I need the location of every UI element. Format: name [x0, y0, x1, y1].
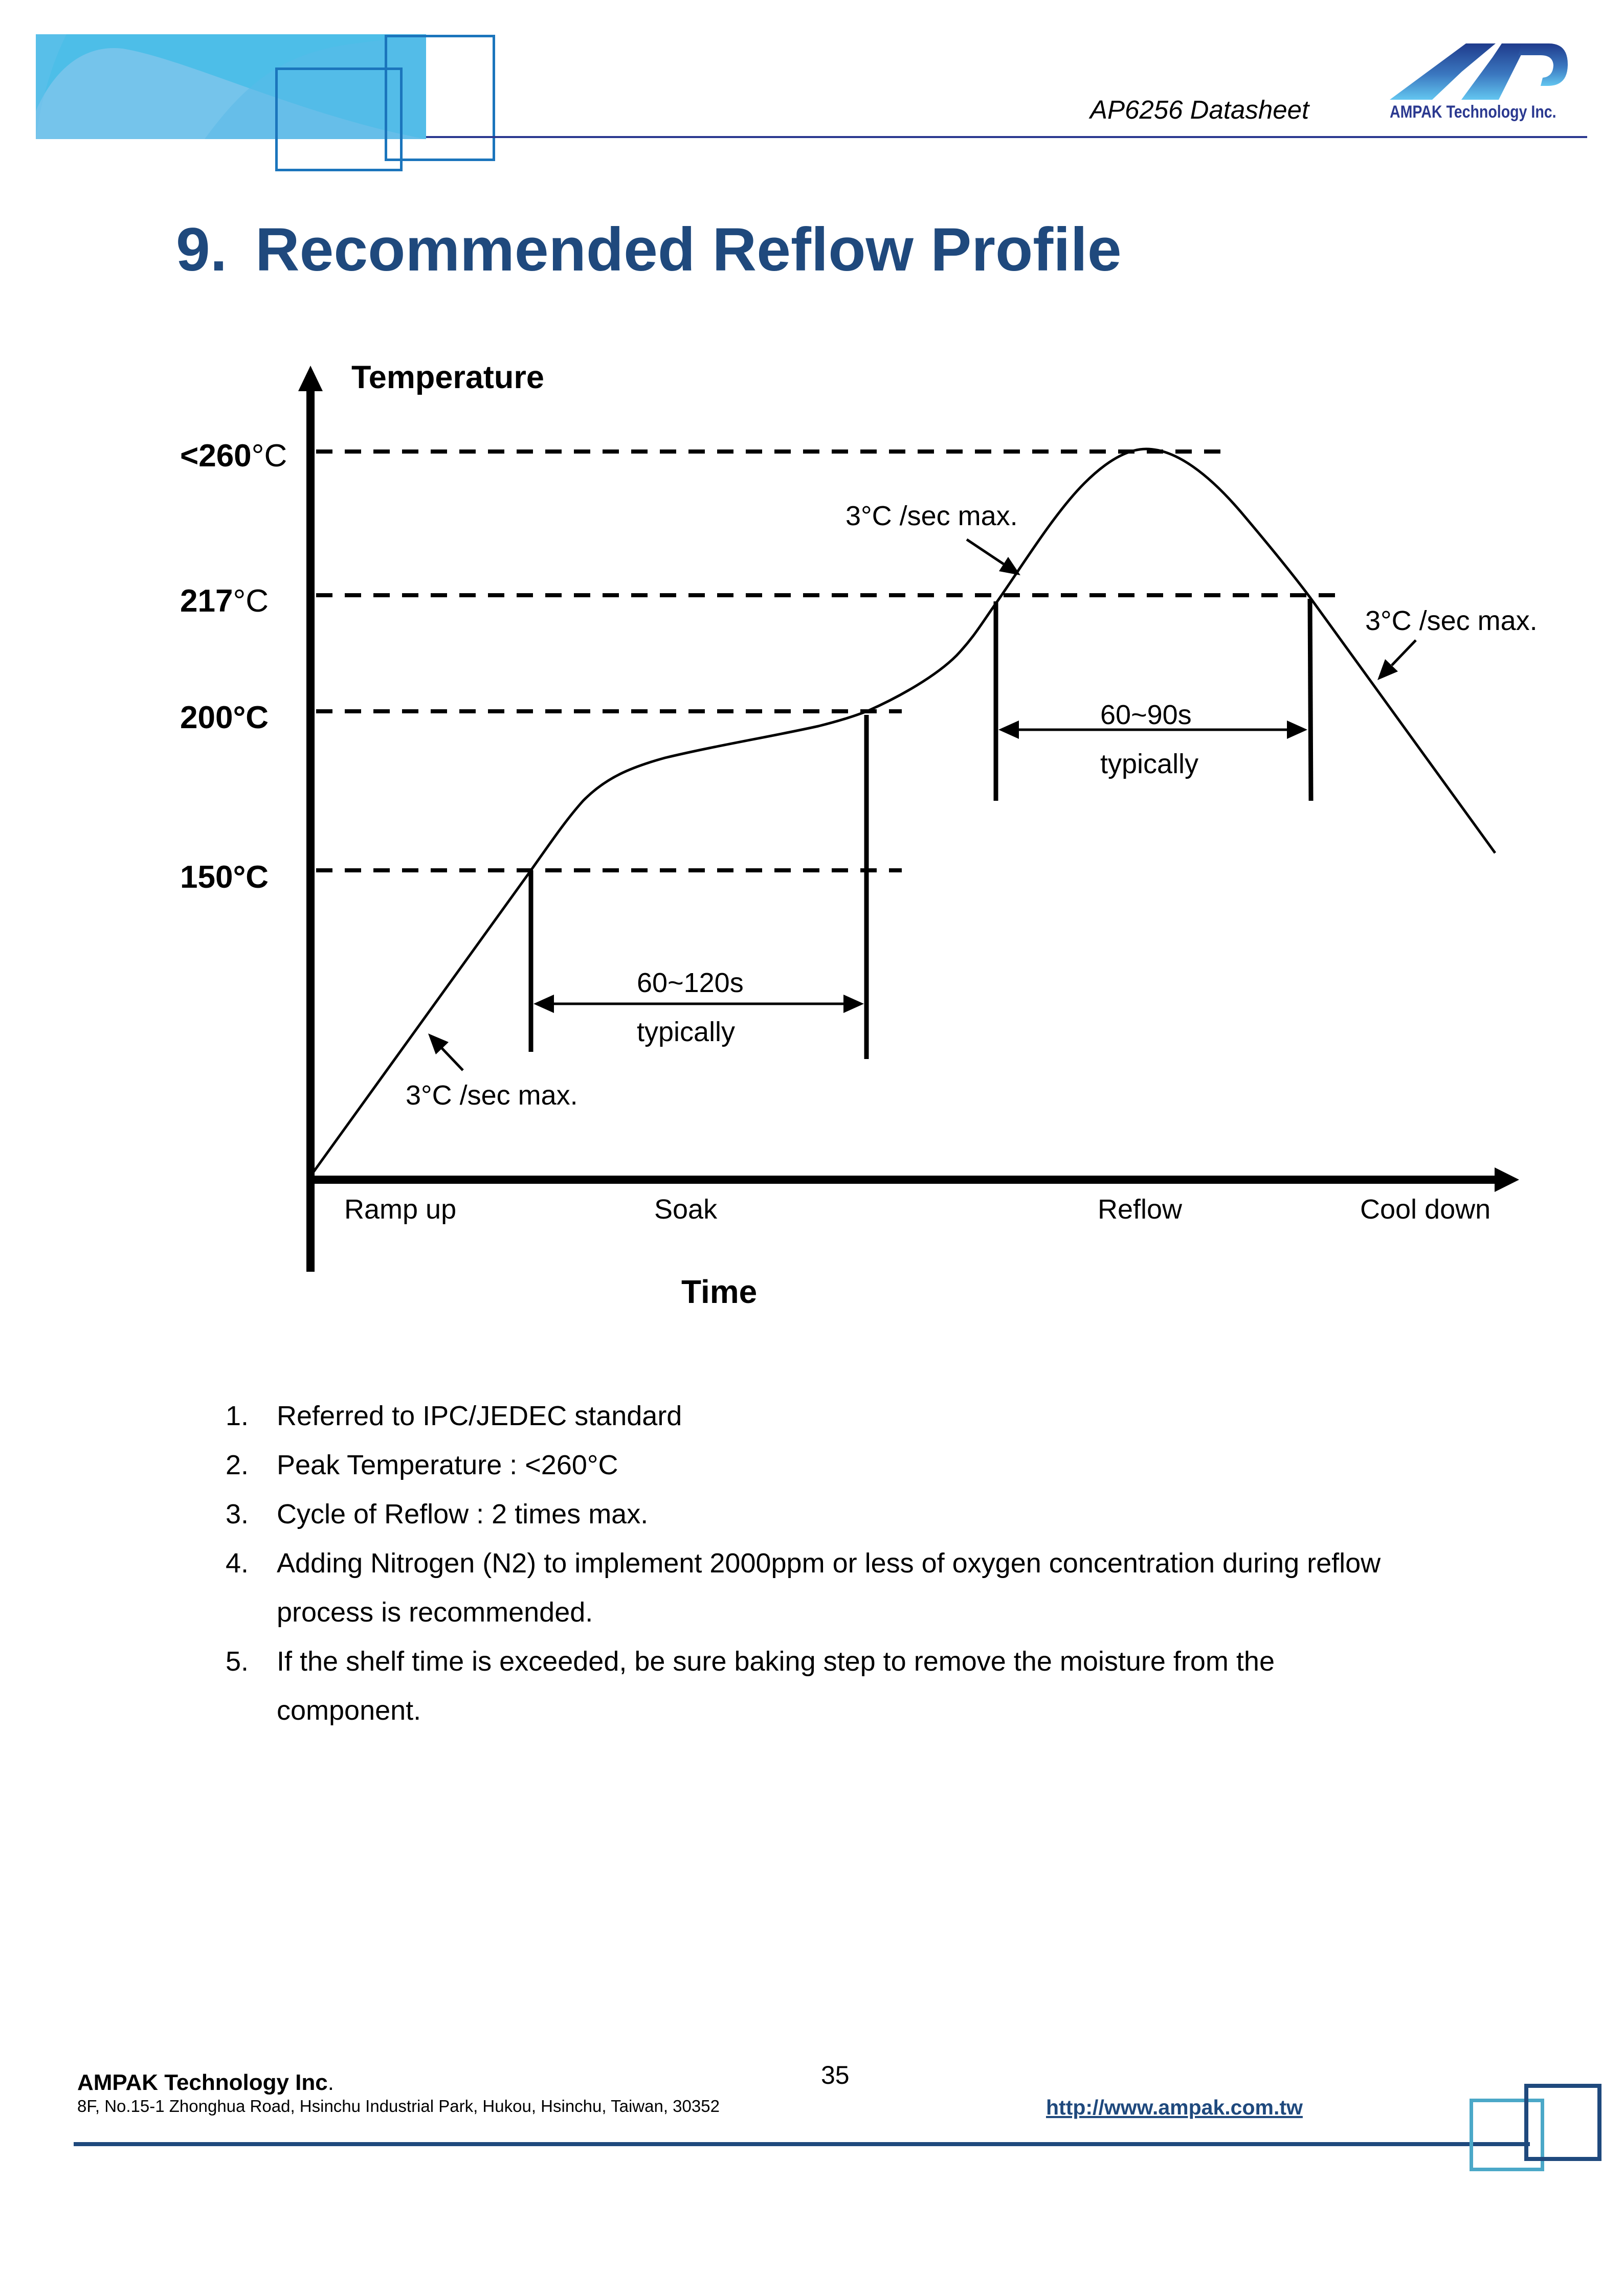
x-phase-soak: Soak: [654, 1194, 718, 1225]
note-text: Peak Temperature : <260°C: [277, 1450, 618, 1480]
soak-duration-note: typically: [637, 1017, 736, 1047]
reflow-end-marker: [1310, 599, 1311, 801]
soak-duration-label: 60~120s: [637, 967, 744, 998]
rate-arrow-ramp: [428, 1033, 463, 1070]
note-number: 5.: [226, 1646, 249, 1677]
x-axis: [306, 1167, 1519, 1192]
footer-company: [77, 2070, 334, 2095]
y-label-260: [180, 438, 287, 474]
y-label-200-value: 200: [180, 700, 233, 735]
y-label-200: [180, 700, 269, 735]
note-item: [226, 1450, 618, 1480]
reflow-chart: [180, 359, 1538, 1310]
note-text: Cycle of Reflow : 2 times max.: [277, 1499, 649, 1529]
x-phase-ramp-up: Ramp up: [344, 1194, 457, 1225]
section-number: 9.: [176, 215, 228, 284]
page-title: Recommended Reflow Profile: [255, 215, 1122, 284]
rate-arrow-cooling: [1377, 640, 1416, 680]
footer-company-suffix: .: [327, 2070, 334, 2095]
footer-address: 8F, No.15-1 Zhonghua Road, Hsinchu Industrial Park, Hukou, Hsinchu, Taiwan, 30352: [77, 2097, 720, 2115]
note-item: [226, 1499, 648, 1529]
reflow-duration-label: 60~90s: [1100, 700, 1192, 730]
company-logo: [1390, 43, 1568, 122]
document-title: AP6256 Datasheet: [1090, 95, 1309, 124]
y-label-217: [180, 583, 269, 619]
note-text: If the shelf time is exceeded, be sure baking step to remove the moisture from the: [277, 1646, 1275, 1677]
arrow-right-icon: [1287, 721, 1307, 739]
rate-arrow-cooling-shaft: [1392, 640, 1416, 665]
y-label-260-unit: °C: [251, 438, 287, 474]
y-axis: [298, 366, 323, 1272]
arrow-right-icon: [843, 995, 864, 1013]
arrow-left-icon: [998, 721, 1019, 739]
x-phase-reflow: Reflow: [1098, 1194, 1183, 1225]
note-item: [226, 1401, 682, 1431]
y-axis-title: Temperature: [351, 359, 544, 395]
x-axis-title: Time: [681, 1273, 758, 1310]
rate-label-cooling: 3°C /sec max.: [1365, 605, 1538, 636]
note-text: Adding Nitrogen (N2) to implement 2000ppm or less of oxygen concentration during reflow: [277, 1548, 1381, 1579]
y-label-150-unit: °C: [233, 860, 269, 895]
rate-arrow-heating: [967, 539, 1020, 575]
y-label-150-value: 150: [180, 860, 233, 895]
arrow-pointer-icon: [999, 557, 1020, 575]
x-phase-cool-down: Cool down: [1360, 1194, 1491, 1225]
logo-text: AMPAK Technology Inc.: [1390, 102, 1556, 122]
x-axis-line: [306, 1176, 1497, 1184]
note-item: [226, 1548, 1381, 1628]
y-label-150: [180, 860, 269, 895]
note-text-continued: process is recommended.: [277, 1597, 593, 1628]
y-axis-arrow-icon: [298, 366, 323, 391]
y-label-200-unit: °C: [233, 700, 269, 735]
footer-company-name: AMPAK Technology Inc: [77, 2070, 328, 2095]
x-axis-arrow-icon: [1495, 1167, 1519, 1192]
arrow-left-icon: [533, 995, 554, 1013]
footer-url-link[interactable]: http://www.ampak.com.tw: [1046, 2096, 1303, 2119]
note-text-continued: component.: [277, 1695, 421, 1726]
reflow-duration-note: typically: [1100, 749, 1199, 779]
note-item: [226, 1646, 1275, 1726]
rate-arrow-heating-shaft: [967, 539, 1004, 564]
rate-label-ramp: 3°C /sec max.: [406, 1080, 578, 1111]
reflow-profile-curve: [310, 449, 1495, 1176]
note-number: 1.: [226, 1401, 249, 1431]
note-number: 2.: [226, 1450, 249, 1480]
logo-mark-bowl-icon: [1518, 43, 1568, 86]
note-text: Referred to IPC/JEDEC standard: [277, 1401, 682, 1431]
notes-list: [226, 1401, 1381, 1726]
y-label-217-unit: °C: [233, 583, 269, 619]
page-number: 35: [821, 2061, 850, 2089]
y-label-260-value: <260: [180, 438, 252, 474]
note-number: 3.: [226, 1499, 249, 1529]
rate-arrow-ramp-shaft: [442, 1048, 463, 1070]
y-axis-line: [306, 389, 315, 1272]
note-number: 4.: [226, 1548, 249, 1579]
rate-label-heating: 3°C /sec max.: [846, 501, 1018, 531]
y-label-217-value: 217: [180, 583, 233, 619]
